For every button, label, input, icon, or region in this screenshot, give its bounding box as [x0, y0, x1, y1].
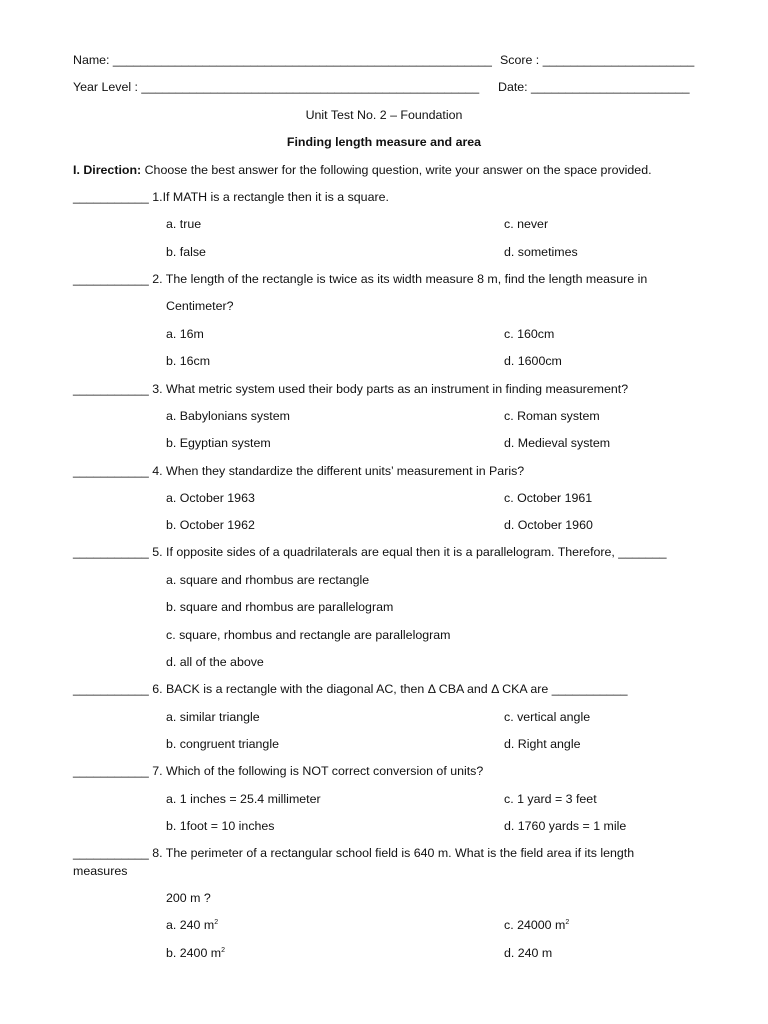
q6-option-c: c. vertical angle: [504, 710, 591, 724]
q8-option-c: [504, 917, 569, 933]
question-6: ___________ 6. BACK is a rectangle with the diagonal AC, then Δ CBA and Δ CKA are ___________: [73, 682, 628, 696]
direction-body: Choose the best answer for the following question, write your answer on the space provided.: [141, 163, 652, 177]
q6-option-d: d. Right angle: [504, 737, 581, 751]
direction-text: [73, 162, 652, 178]
q1-option-a: a. true: [166, 217, 202, 231]
q3-option-c: c. Roman system: [504, 409, 600, 423]
q8-option-b-exponent: 2: [221, 947, 226, 954]
q3-option-a: a. Babylonians system: [166, 409, 290, 423]
year-level-field-label: Year Level : _________________________________________________: [73, 80, 480, 94]
q5-option-b: b. square and rhombus are parallelogram: [166, 600, 394, 614]
q3-option-d: d. Medieval system: [504, 436, 611, 450]
q7-option-b: b. 1foot = 10 inches: [166, 819, 275, 833]
q6-option-b: b. congruent triangle: [166, 737, 279, 751]
q4-option-b: b. October 1962: [166, 518, 255, 532]
page-title: Unit Test No. 2 – Foundation: [305, 108, 463, 122]
direction-label: I. Direction:: [73, 163, 142, 177]
question-8: ___________ 8. The perimeter of a rectangular school field is 640 m. What is the field area if its length: [73, 846, 635, 860]
question-1: ___________ 1.If MATH is a rectangle then it is a square.: [73, 190, 389, 204]
q7-option-c: c. 1 yard = 3 feet: [504, 792, 597, 806]
q7-option-d: d. 1760 yards = 1 mile: [504, 819, 627, 833]
q5-option-d: d. all of the above: [166, 655, 264, 669]
question-4: ___________ 4. When they standardize the different units’ measurement in Paris?: [73, 464, 525, 478]
q8-option-c-exponent: 2: [565, 919, 570, 926]
q5-option-c: c. square, rhombus and rectangle are parallelogram: [166, 628, 451, 642]
q5-option-a: a. square and rhombus are rectangle: [166, 573, 370, 587]
question-2-continued: Centimeter?: [166, 299, 234, 313]
q1-option-d: d. sometimes: [504, 245, 578, 259]
question-3: ___________ 3. What metric system used their body parts as an instrument in finding measurement?: [73, 382, 629, 396]
question-2: ___________ 2. The length of the rectangle is twice as its width measure 8 m, find the length measure in: [73, 272, 648, 286]
q2-option-d: d. 1600cm: [504, 354, 562, 368]
page-subtitle: Finding length measure and area: [286, 135, 482, 149]
q2-option-a: a. 16m: [166, 327, 204, 341]
q6-option-a: a. similar triangle: [166, 710, 260, 724]
q4-option-c: c. October 1961: [504, 491, 593, 505]
q8-option-a-text: a. 240 m: [166, 918, 215, 932]
q8-option-d: d. 240 m: [504, 946, 553, 960]
question-8-continued-2: 200 m ?: [166, 891, 211, 905]
date-field-label: Date: _______________________: [498, 80, 690, 94]
q8-option-c-text: c. 24000 m: [504, 918, 566, 932]
q1-option-b: b. false: [166, 245, 206, 259]
q2-option-b: b. 16cm: [166, 354, 211, 368]
question-8-continued: measures: [73, 864, 128, 878]
q1-option-c: c. never: [504, 217, 549, 231]
q8-option-a-exponent: 2: [214, 919, 219, 926]
question-5: ___________ 5. If opposite sides of a quadrilaterals are equal then it is a parallelogram. Therefore, _______: [73, 545, 667, 559]
question-7: ___________ 7. Which of the following is NOT correct conversion of units?: [73, 764, 484, 778]
q8-option-b: [166, 945, 225, 961]
score-field-label: Score : ______________________: [500, 53, 695, 67]
q4-option-a: a. October 1963: [166, 491, 255, 505]
q8-option-a: [166, 917, 218, 933]
name-field-label: Name: _______________________________________________________: [73, 53, 492, 67]
q4-option-d: d. October 1960: [504, 518, 593, 532]
q8-option-b-text: b. 2400 m: [166, 946, 222, 960]
q7-option-a: a. 1 inches = 25.4 millimeter: [166, 792, 321, 806]
q3-option-b: b. Egyptian system: [166, 436, 271, 450]
q2-option-c: c. 160cm: [504, 327, 555, 341]
